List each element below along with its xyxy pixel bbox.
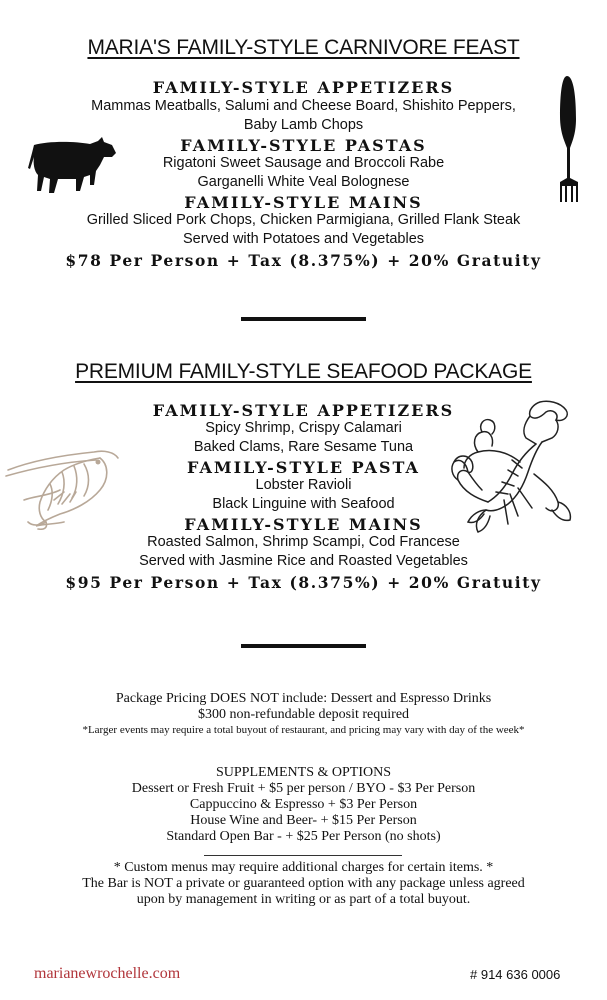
bar-policy-note: The Bar is NOT a private or guaranteed option with any package unless agreed xyxy=(82,876,525,891)
shrimp-illustration xyxy=(4,430,124,530)
carnivore-pastas-heading: FAMILY-STYLE PASTAS xyxy=(180,136,427,155)
seafood-price: $95 Per Person + Tax (8.375%) + 20% Gratuity xyxy=(65,573,542,592)
carnivore-price: $78 Per Person + Tax (8.375%) + 20% Gratuity xyxy=(65,251,542,270)
supplements-heading: SUPPLEMENTS & OPTIONS xyxy=(215,765,392,780)
policy-exclusions: Package Pricing DOES NOT include: Dessert and Espresso Drinks xyxy=(115,691,492,706)
supplement-item: Standard Open Bar - + $25 Per Person (no shots) xyxy=(166,829,441,844)
seafood-title: PREMIUM FAMILY-STYLE SEAFOOD PACKAGE xyxy=(75,360,532,383)
cow-icon xyxy=(28,135,118,197)
carnivore-pastas-line: Garganelli White Veal Bolognese xyxy=(197,174,410,190)
carnivore-pastas-line: Rigatoni Sweet Sausage and Broccoli Rabe xyxy=(162,155,445,171)
carnivore-title: MARIA'S FAMILY-STYLE CARNIVORE FEAST xyxy=(87,36,520,59)
seafood-appetizers-heading: FAMILY-STYLE APPETIZERS xyxy=(152,401,455,420)
lobster-illustration xyxy=(448,398,578,536)
bar-policy-note: upon by management in writing or as part of a total buyout. xyxy=(136,892,471,907)
seafood-pasta-line: Black Linguine with Seafood xyxy=(212,496,395,512)
carnivore-mains-line: Served with Potatoes and Vegetables xyxy=(182,231,425,247)
supplement-item: House Wine and Beer- + $15 Per Person xyxy=(190,813,417,828)
carnivore-appetizers-line: Baby Lamb Chops xyxy=(243,117,364,133)
carnivore-appetizers-line: Mammas Meatballs, Salumi and Cheese Board, Shishito Peppers, xyxy=(91,98,516,114)
notes-divider xyxy=(204,855,402,856)
seafood-mains-heading: FAMILY-STYLE MAINS xyxy=(184,515,423,534)
seafood-pasta-heading: FAMILY-STYLE PASTA xyxy=(187,458,420,477)
section-divider xyxy=(241,644,366,648)
seafood-appetizers-line: Baked Clams, Rare Sesame Tuna xyxy=(193,439,414,455)
fork-icon xyxy=(552,74,586,204)
website-link[interactable]: marianewrochelle.com xyxy=(34,965,181,982)
policy-buyout-note: *Larger events may require a total buyout of restaurant, and pricing may vary with day of the week* xyxy=(82,724,525,736)
phone-number: # 914 636 0006 xyxy=(470,967,561,982)
seafood-pasta-line: Lobster Ravioli xyxy=(255,477,352,493)
seafood-appetizers-line: Spicy Shrimp, Crispy Calamari xyxy=(205,420,402,436)
seafood-mains-line: Served with Jasmine Rice and Roasted Vegetables xyxy=(139,553,468,569)
custom-menu-note: * Custom menus may require additional charges for certain items. * xyxy=(113,860,494,875)
carnivore-appetizers-heading: FAMILY-STYLE APPETIZERS xyxy=(152,78,455,97)
carnivore-mains-heading: FAMILY-STYLE MAINS xyxy=(184,193,423,212)
policy-deposit: $300 non-refundable deposit required xyxy=(197,707,410,722)
seafood-mains-line: Roasted Salmon, Shrimp Scampi, Cod Francese xyxy=(147,534,460,550)
supplement-item: Cappuccino & Espresso + $3 Per Person xyxy=(189,797,418,812)
supplement-item: Dessert or Fresh Fruit + $5 per person / BYO - $3 Per Person xyxy=(131,781,476,796)
carnivore-mains-line: Grilled Sliced Pork Chops, Chicken Parmigiana, Grilled Flank Steak xyxy=(86,212,521,228)
section-divider xyxy=(241,317,366,321)
